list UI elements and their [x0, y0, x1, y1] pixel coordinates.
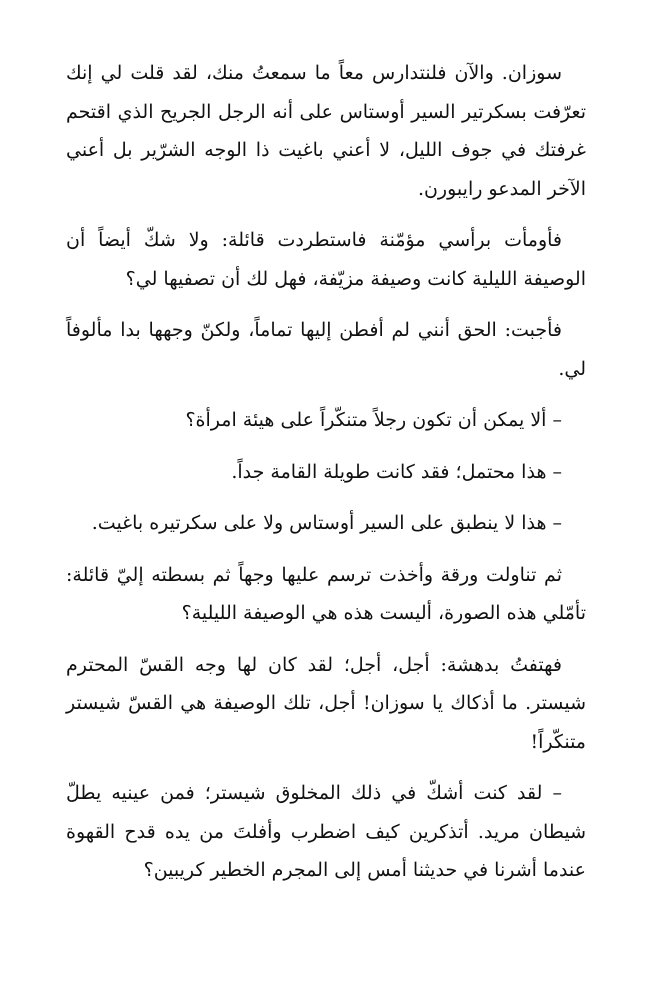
dialogue-line-3: – هذا لا ينطبق على السير أوستاس ولا على سكرتيره باغيت. — [91, 512, 562, 534]
dialogue-line-2: – هذا محتمل؛ فقد كانت طويلة القامة جداً. — [231, 460, 562, 483]
paragraph-2: فأومأت برأسي مؤمّنة فاستطردت قائلة: ولا شكّ أيضاً أن الوصيفة الليلية كانت وصيفة مزيّفة، فهل لك أن تصفيها لي؟ — [66, 229, 586, 290]
paragraph-5: فهتفتُ بدهشة: أجل، أجل؛ لقد كان لها وجه القسّ المحترم شيستر. ما أذكاك يا سوزان! أجل، تلك الوصيفة هي القسّ شيستر متنكّراً! — [66, 653, 586, 753]
paragraph-3: فأجبت: الحق أنني لم أفطن إليها تماماً، ولكنّ وجهها بدا مألوفاً لي. — [66, 319, 586, 380]
paragraph-4: ثم تناولت ورقة وأخذت ترسم عليها وجهاً ثم بسطته إليّ قائلة: تأمّلي هذه الصورة، أليست هذه هي الوصيفة الليلية؟ — [66, 563, 586, 624]
dialogue-line-4: – لقد كنت أشكّ في ذلك المخلوق شيستر؛ فمن عينيه يطلّ شيطان مريد. أتذكرين كيف اضطرب وأفلتَ من يده قدح القهوة عندما أشرنا في حديثنا أمس إلى المجرم الخطير كريبين؟ — [66, 782, 586, 881]
dialogue-line-1: – ألا يمكن أن تكون رجلاً متنكّراً على هيئة امرأة؟ — [185, 409, 562, 431]
paragraph-1: سوزان. والآن فلنتدارس معاً ما سمعتُ منك، لقد قلت لي إنك تعرّفت بسكرتير السير أوستاس على أنه الرجل الجريح الذي اقتحم غرفتك في جوف الليل، لا أعني باغيت ذا الوجه الشرّير بل أعني الآخر المدعو رايبورن. — [66, 62, 586, 200]
book-page — [66, 54, 586, 890]
